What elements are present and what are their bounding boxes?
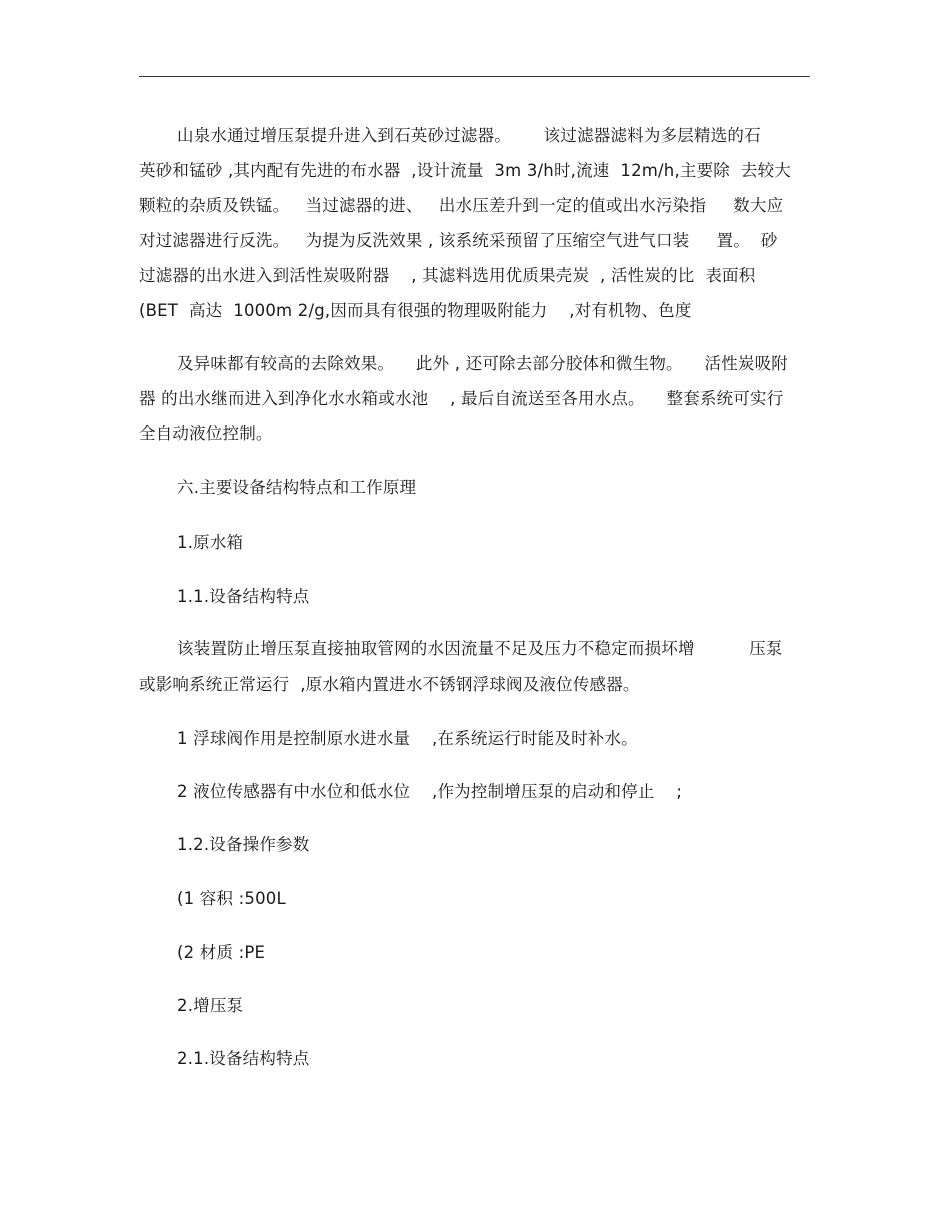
paragraph-2-line: 及异味都有较高的去除效果。 此外 , 还可除去部分胶体和微生物。 活性炭吸附 (177, 354, 788, 373)
item-2-1-heading: 2.1.设备结构特点 (177, 1049, 310, 1068)
paragraph-2-line: 器 的出水继而进入到净化水水箱或水池 , 最后自流送至各用水点。 整套系统可实行 (139, 389, 784, 408)
param-1: (1 容积 :500L (177, 889, 286, 908)
paragraph-1-line: 对过滤器进行反洗。 为提为反洗效果 , 该系统采预留了压缩空气进气口装 置。 砂 (139, 231, 778, 250)
header-rule (139, 76, 810, 77)
item-1-1-heading: 1.1.设备结构特点 (177, 587, 310, 606)
paragraph-2-line: 全自动液位控制。 (139, 424, 273, 443)
item-1-heading: 1.原水箱 (177, 533, 244, 552)
item-1-2-heading: 1.2.设备操作参数 (177, 835, 310, 854)
paragraph-1-line: (BET 高达 1000m 2/g,因而具有很强的物理吸附能力 ,对有机物、色度 (139, 301, 692, 320)
paragraph-1-line: 英砂和锰砂 ,其内配有先进的布水器 ,设计流量 3m 3/h时,流速 12m/h,主要除 去较大 (139, 161, 791, 180)
point-2: 2 液位传感器有中水位和低水位 ,作为控制增压泵的启动和停止 ; (177, 782, 683, 801)
paragraph-1-line: 山泉水通过增压泵提升进入到石英砂过滤器。 该过滤器滤料为多层精选的石 (177, 126, 761, 145)
param-2: (2 材质 :PE (177, 943, 266, 962)
paragraph-3-line: 该装置防止增压泵直接抽取管网的水因流量不足及压力不稳定而损坏增 压泵 (177, 639, 783, 658)
paragraph-1-line: 颗粒的杂质及铁锰。 当过滤器的进、 出水压差升到一定的值或出水污染指 数大应 (139, 196, 784, 215)
point-1: 1 浮球阀作用是控制原水进水量 ,在系统运行时能及时补水。 (177, 729, 638, 748)
paragraph-1-line: 过滤器的出水进入到活性炭吸附器 , 其滤料选用优质果壳炭 , 活性炭的比 表面积 (139, 266, 756, 285)
paragraph-3-line: 或影响系统正常运行 ,原水箱内置进水不锈钢浮球阀及液位传感器。 (139, 675, 640, 694)
item-2-heading: 2.增压泵 (177, 996, 244, 1015)
section-6-heading: 六.主要设备结构特点和工作原理 (177, 478, 417, 497)
